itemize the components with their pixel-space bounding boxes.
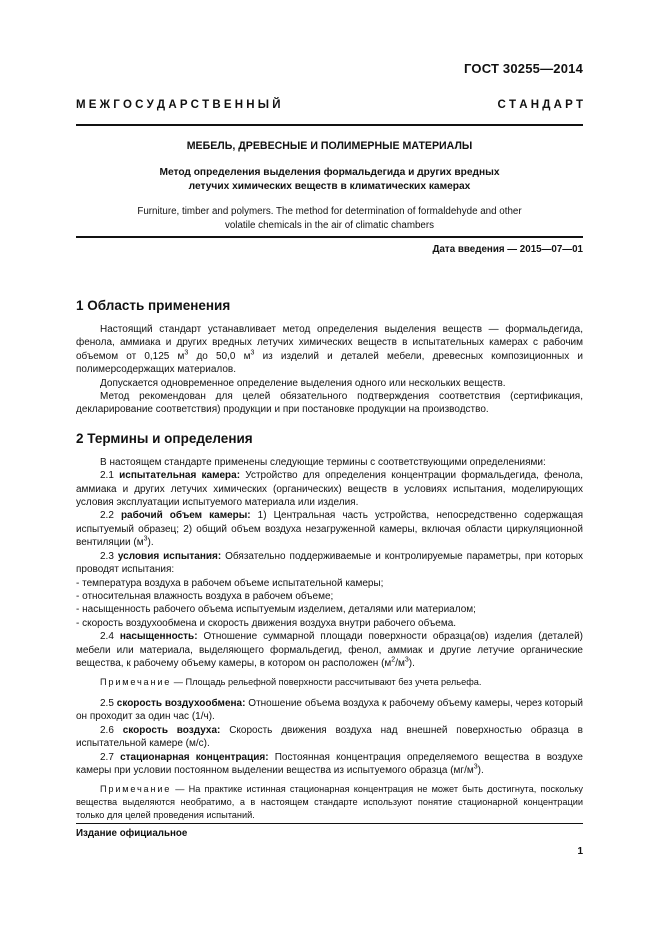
term-2-5 bbox=[76, 697, 583, 724]
english-title-line-2: volatile chemicals in the air of climatic chambers bbox=[224, 219, 435, 231]
term-2-5-name: скорость воздухообмена: bbox=[116, 697, 246, 709]
document-subtitle bbox=[76, 166, 583, 193]
term-2-7-definition-a: Постоянная концентрация определяемого вещества в воздухе камеры при условии постоянном выделении вещества из испытуемого образца (мг/м bbox=[76, 751, 583, 776]
title-bottom-rule bbox=[76, 236, 583, 238]
term-2-4-definition-a: Отношение суммарной площади поверхности образца(ов) изделия (деталей) мебели или материала, выделяющего формальдегид, фенол, аммиак и другие летучие органические вещества, к рабочему объему камеры, в котором он расположен (м bbox=[76, 631, 583, 669]
term-2-1 bbox=[76, 469, 583, 509]
s1-p1-a: Настоящий стандарт устанавливает метод определения выделения веществ — формальдегида, фенола, аммиака и других вредных летучих химических веществ в испытательных камерах с рабочим объемом от 0,125 м bbox=[76, 324, 583, 362]
note-1-text: — Площадь рельефной поверхности рассчитывают без учета рельефа. bbox=[171, 677, 482, 688]
section-1-paragraph-3: Метод рекомендован для целей обязательного подтверждения соответствия (сертификация, декларирование соответствия) продукции и при постановке продукции на производство. bbox=[76, 391, 583, 416]
page-number: 1 bbox=[577, 846, 583, 857]
term-2-3-item-3: - насыщенность рабочего объема испытуемым изделием, деталями или материалом; bbox=[76, 604, 476, 616]
note-1 bbox=[76, 676, 583, 689]
section-1-paragraph-1 bbox=[76, 323, 583, 377]
note-2 bbox=[76, 783, 583, 821]
term-2-5-number: 2.5 bbox=[100, 697, 117, 709]
section-2-intro: В настоящем стандарте применены следующие термины с соответствующими определениями: bbox=[100, 456, 546, 468]
footer-rule bbox=[76, 823, 583, 824]
term-2-2-sup: 3 bbox=[143, 535, 148, 543]
term-2-2-definition-b: ). bbox=[147, 537, 154, 549]
banner-right: С Т А Н Д А Р Т bbox=[497, 99, 583, 111]
top-rule bbox=[76, 124, 583, 126]
term-2-4-definition-b: /м bbox=[395, 657, 405, 669]
banner-left: М Е Ж Г О С У Д А Р С Т В Е Н Н Ы Й bbox=[76, 99, 281, 111]
term-2-7 bbox=[76, 751, 583, 778]
term-2-1-definition: Устройство для определения концентрации формальдегида, фенола, аммиака и других летучих химических (органических) веществ в условиях испытания, моделирующих условия эксплуатации испытуемого материала или изделия. bbox=[76, 470, 584, 509]
term-2-3-name: условия испытания: bbox=[117, 550, 222, 562]
term-2-7-number: 2.7 bbox=[100, 751, 121, 763]
english-title bbox=[76, 205, 583, 232]
term-2-7-sup: 3 bbox=[473, 763, 478, 771]
term-2-3-number: 2.3 bbox=[100, 550, 118, 562]
term-2-7-name: стационарная концентрация: bbox=[120, 751, 269, 763]
term-2-3 bbox=[76, 550, 583, 577]
term-2-2 bbox=[76, 509, 583, 549]
note-1-label: Примечание bbox=[100, 677, 172, 688]
section-2-heading: 2 Термины и определения bbox=[76, 430, 253, 446]
document-body bbox=[76, 297, 583, 821]
note-2-label: Примечание bbox=[100, 784, 172, 795]
term-2-1-name: испытательная камера: bbox=[119, 470, 241, 482]
edition-label: Издание официальное bbox=[76, 828, 188, 839]
term-2-4-definition-c: ). bbox=[408, 657, 415, 669]
term-2-4-sup-1: 2 bbox=[391, 656, 396, 664]
section-1-paragraph-2: Допускается одновременное определение выделения одного или нескольких веществ. bbox=[100, 377, 506, 389]
effective-date: Дата введения — 2015—07—01 bbox=[432, 244, 583, 255]
note-2-text: — На практике истинная стационарная концентрация не может быть достигнута, поскольку вещества выделяются необратимо, а в настоящем стандарте используют понятие стационарной концентрации только для целей проведения испытаний. bbox=[76, 784, 583, 820]
term-2-4-number: 2.4 bbox=[100, 631, 120, 643]
term-2-1-number: 2.1 bbox=[100, 470, 120, 482]
term-2-6-definition: Скорость движения воздуха над внешней поверхностью образца в испытательной камере (м/с). bbox=[76, 724, 583, 750]
subtitle-line-2: летучих химических веществ в климатических камерах bbox=[188, 180, 471, 192]
subtitle-line-1: Метод определения выделения формальдегида и других вредных bbox=[159, 167, 500, 178]
term-2-3-item-1: - температура воздуха в рабочем объеме испытательной камеры; bbox=[76, 577, 384, 589]
term-2-4-sup-2: 3 bbox=[404, 656, 409, 664]
standard-banner bbox=[76, 99, 583, 111]
term-2-6 bbox=[76, 724, 583, 751]
english-title-line-1: Furniture, timber and polymers. The method for determination of formaldehyde and other bbox=[137, 206, 522, 217]
term-2-7-definition-b: ). bbox=[477, 764, 484, 776]
document-code: ГОСТ 30255—2014 bbox=[464, 61, 583, 76]
s1-p1-b: до 50,0 м bbox=[188, 350, 251, 362]
term-2-2-definition-a: 1) Центральная часть устройства, непосредственно содержащая испытуемый образец; 2) общий объем воздуха незагруженной камеры, включая области циркуляционной вентиляции (м bbox=[76, 510, 584, 549]
term-2-6-name: скорость воздуха: bbox=[122, 724, 221, 736]
document-title: МЕБЕЛЬ, ДРЕВЕСНЫЕ И ПОЛИМЕРНЫЕ МАТЕРИАЛЫ bbox=[186, 140, 473, 152]
term-2-3-definition: Обязательно поддерживаемые и контролируемые параметры, при которых проводят испытания: bbox=[76, 550, 584, 576]
term-2-3-item-2: - относительная влажность воздуха в рабочем объеме; bbox=[76, 590, 334, 602]
term-2-4-name: насыщенность: bbox=[119, 631, 198, 643]
term-2-2-number: 2.2 bbox=[100, 510, 121, 522]
section-1-heading: 1 Область применения bbox=[76, 298, 231, 313]
s1-p1-sup1: 3 bbox=[184, 349, 189, 357]
term-2-3-item-4: - скорость воздухообмена и скорость движения воздуха внутри рабочего объема. bbox=[76, 617, 457, 629]
term-2-5-definition: Отношение объема воздуха к рабочему объему камеры, через который он проходит за один час (1/ч). bbox=[76, 697, 583, 723]
term-2-6-number: 2.6 bbox=[100, 724, 123, 736]
term-2-4 bbox=[76, 630, 583, 670]
s1-p1-sup2: 3 bbox=[250, 349, 255, 357]
s1-p1-c: из изделий и деталей мебели, древесных композиционных и полимерсодержащих материалов. bbox=[76, 350, 583, 376]
term-2-2-name: рабочий объем камеры: bbox=[120, 510, 251, 522]
